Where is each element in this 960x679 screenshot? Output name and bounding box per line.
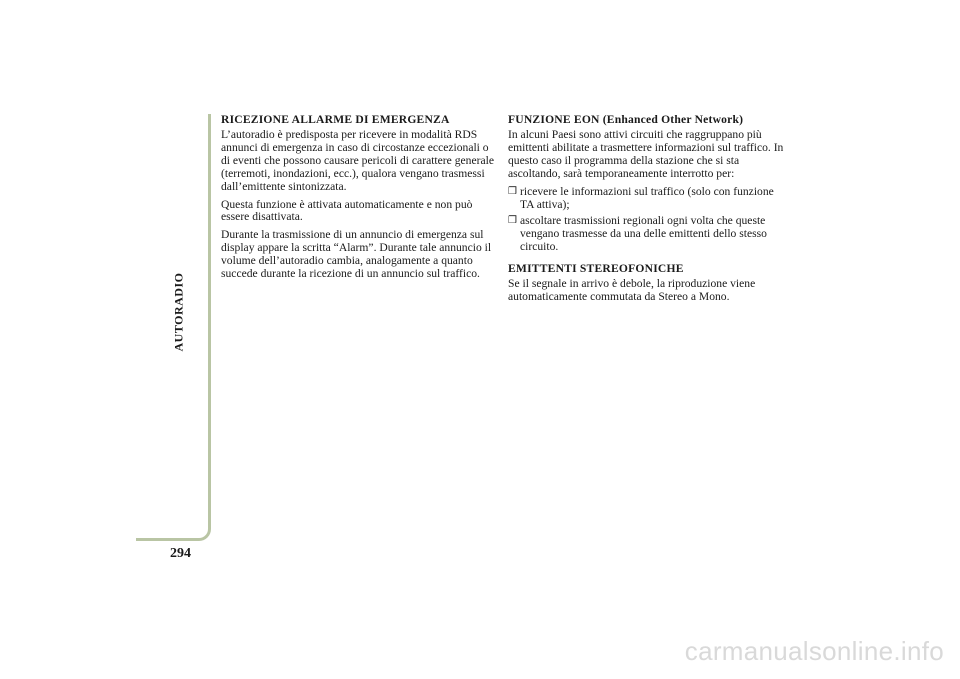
emergency-alarm-paragraph-3: Durante la trasmissione di un annuncio di emergenza sul display appare la scritta “Alarm”. Durante tale annuncio il volume dell’autoradio cambia, analogamente a quanto succede durante la ricezione di un annuncio sul traffico. [221,228,492,281]
emergency-alarm-heading: RICEZIONE ALLARME DI EMERGENZA [221,113,450,126]
emergency-alarm-paragraph-2: Questa funzione è attivata automaticamente e non può essere disattivata. [221,197,473,224]
stereo-text: Se il segnale in arrivo è debole, la riproduzione viene automaticamente commutata da Stereo a Mono. [508,277,756,304]
page-number: 294 [170,546,191,561]
eon-bullet-list [508,186,786,255]
section-label: AUTORADIO [171,272,186,352]
left-column [221,113,499,286]
eon-intro: In alcuni Paesi sono attivi circuiti che raggruppano più emittenti abilitate a trasmettere informazioni sul traffico. In questo caso il programma della stazione che si sta ascoltando, sarà temporaneamente interrotto per: [508,128,784,180]
checkbox-bullet-icon: ❒ [508,185,517,197]
stereo-heading: EMITTENTI STEREOFONICHE [508,262,684,276]
eon-section [508,113,786,254]
emergency-alarm-paragraph-1: L’autoradio è predisposta per ricevere in modalità RDS annunci di emergenza in caso di circostanze eccezionali o di eventi che possono causare pericoli di carattere generale (terremoti, inondazioni, ecc.), qualora vengano trasmessi dall’emittente sintonizzata. [221,128,494,193]
watermark: carmanualsonline.info [684,636,944,666]
eon-bullet-item [508,215,786,254]
eon-bullet-text: ricevere le informazioni sul traffico (solo con funzione TA attiva); [520,184,774,211]
right-column [508,113,786,310]
eon-bullet-item [508,186,786,212]
eon-bullet-text: ascoltare trasmissioni regionali ogni volta che queste vengano trasmesse da una delle emittenti dello stesso circuito. [520,214,767,254]
eon-heading: FUNZIONE EON (Enhanced Other Network) [508,113,744,126]
checkbox-bullet-icon: ❒ [508,215,517,227]
stereo-section [508,262,786,304]
